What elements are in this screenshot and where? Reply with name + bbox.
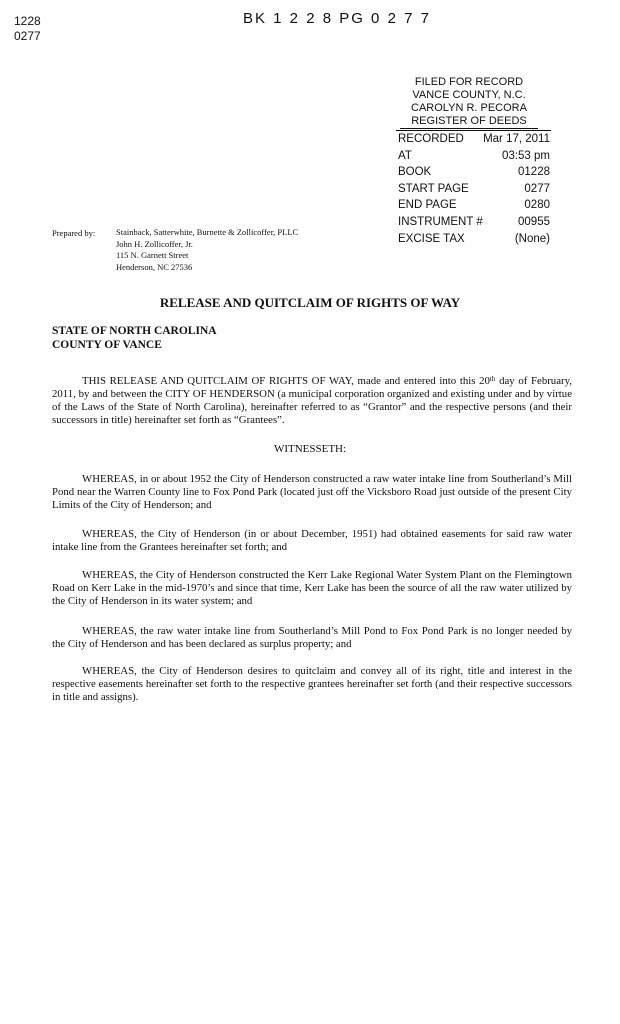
recording-label: INSTRUMENT # <box>398 215 483 228</box>
register-of-deeds-line: REGISTER OF DEEDS <box>400 115 538 129</box>
state-line: STATE OF NORTH CAROLINA <box>52 325 217 337</box>
recording-label: EXCISE TAX <box>398 232 465 245</box>
prepared-by-label: Prepared by: <box>52 228 96 238</box>
recording-row <box>398 214 550 231</box>
recording-value: 0280 <box>524 199 550 212</box>
recording-value: 01228 <box>518 166 550 179</box>
whereas-text: WHEREAS, the City of Henderson desires to quitclaim and convey all of its right, title and interest in the respective easements hereinafter set forth to the respective grantees hereinafter set forth (and their respective successors in title and assigns). <box>52 665 572 703</box>
whereas-clause <box>52 569 572 608</box>
recording-row <box>398 231 550 248</box>
prepared-by-address <box>116 227 298 273</box>
whereas-clause <box>52 625 572 651</box>
book-page-stamp: BK 1 2 2 8 PG 0 2 7 7 <box>243 10 431 27</box>
recording-row <box>398 164 550 181</box>
whereas-text: WHEREAS, the raw water intake line from Southerland’s Mill Pond to Fox Pond Park is no longer needed by the City of Henderson and has been declared as surplus property; and <box>52 625 572 650</box>
recording-row <box>398 131 550 148</box>
recording-label: AT <box>398 149 412 162</box>
recording-value: Mar 17, 2011 <box>483 133 550 145</box>
filing-line: CAROLYN R. PECORA <box>411 102 527 114</box>
recording-row <box>398 197 550 214</box>
filing-line: VANCE COUNTY, N.C. <box>412 89 526 101</box>
recording-value: (None) <box>514 232 550 245</box>
recording-value: 0277 <box>524 182 550 195</box>
intro-paragraph <box>52 375 572 427</box>
witnesseth-heading: WITNESSETH: <box>273 443 347 455</box>
document-title: RELEASE AND QUITCLAIM OF RIGHTS OF WAY <box>159 295 461 310</box>
recording-value: 00955 <box>518 215 550 228</box>
recording-divider <box>396 130 551 131</box>
whereas-clause <box>52 473 572 512</box>
filing-header <box>400 76 538 129</box>
intro-text-end: day of February, 2011, by and between the CITY OF HENDERSON (a municipal corporation organized and existing under and by virtue of the Laws of the State of North Carolina), hereinafter referred to as “Grantor” and the respective persons (and their successors in title) hereinafter set forth as “Grantees”. <box>52 375 572 426</box>
county-line: COUNTY OF VANCE <box>52 339 162 351</box>
recording-row <box>398 181 550 198</box>
recording-value: 03:53 pm <box>502 149 550 162</box>
corner-stamp <box>14 14 41 44</box>
prepared-by-line: Stainback, Satterwhite, Burnette & Zollicoffer, PLLC <box>116 227 299 237</box>
recording-row <box>398 148 550 165</box>
recording-label: BOOK <box>398 166 432 179</box>
recording-label: END PAGE <box>398 199 457 212</box>
whereas-text: WHEREAS, the City of Henderson constructed the Kerr Lake Regional Water System Plant on the Flemingtown Road on Kerr Lake in the mid-1970’s and since that time, Kerr Lake has been the source of all the raw water utilized by the City of Henderson in its water system; and <box>52 569 572 607</box>
recording-label: RECORDED <box>398 133 464 145</box>
jurisdiction-heading <box>52 324 217 352</box>
recording-label: START PAGE <box>398 182 469 195</box>
whereas-text: WHEREAS, the City of Henderson (in or about December, 1951) had obtained easements for said raw water intake line from the Grantees hereinafter set forth; and <box>52 528 572 553</box>
corner-book-number: 1228 <box>14 14 41 28</box>
filing-line: FILED FOR RECORD <box>414 76 524 88</box>
prepared-by-line: 115 N. Garnett Street <box>116 250 189 260</box>
intro-text-start: THIS RELEASE AND QUITCLAIM OF RIGHTS OF WAY, made and entered into this 20 <box>82 375 490 387</box>
prepared-by-line: John H. Zollicoffer, Jr. <box>116 238 193 249</box>
whereas-clause <box>52 528 572 554</box>
whereas-clause <box>52 665 572 704</box>
recording-table <box>398 131 550 247</box>
whereas-text: WHEREAS, in or about 1952 the City of Henderson constructed a raw water intake line from Southerland’s Mill Pond near the Warren County line to Fox Pond Park (located just off the Vicksboro Road just outside of the present City Limits of the City of Henderson; and <box>52 473 572 511</box>
corner-page-number: 0277 <box>14 29 41 43</box>
intro-ordinal-suffix: th <box>489 375 496 383</box>
prepared-by-line: Henderson, NC 27536 <box>116 261 193 272</box>
